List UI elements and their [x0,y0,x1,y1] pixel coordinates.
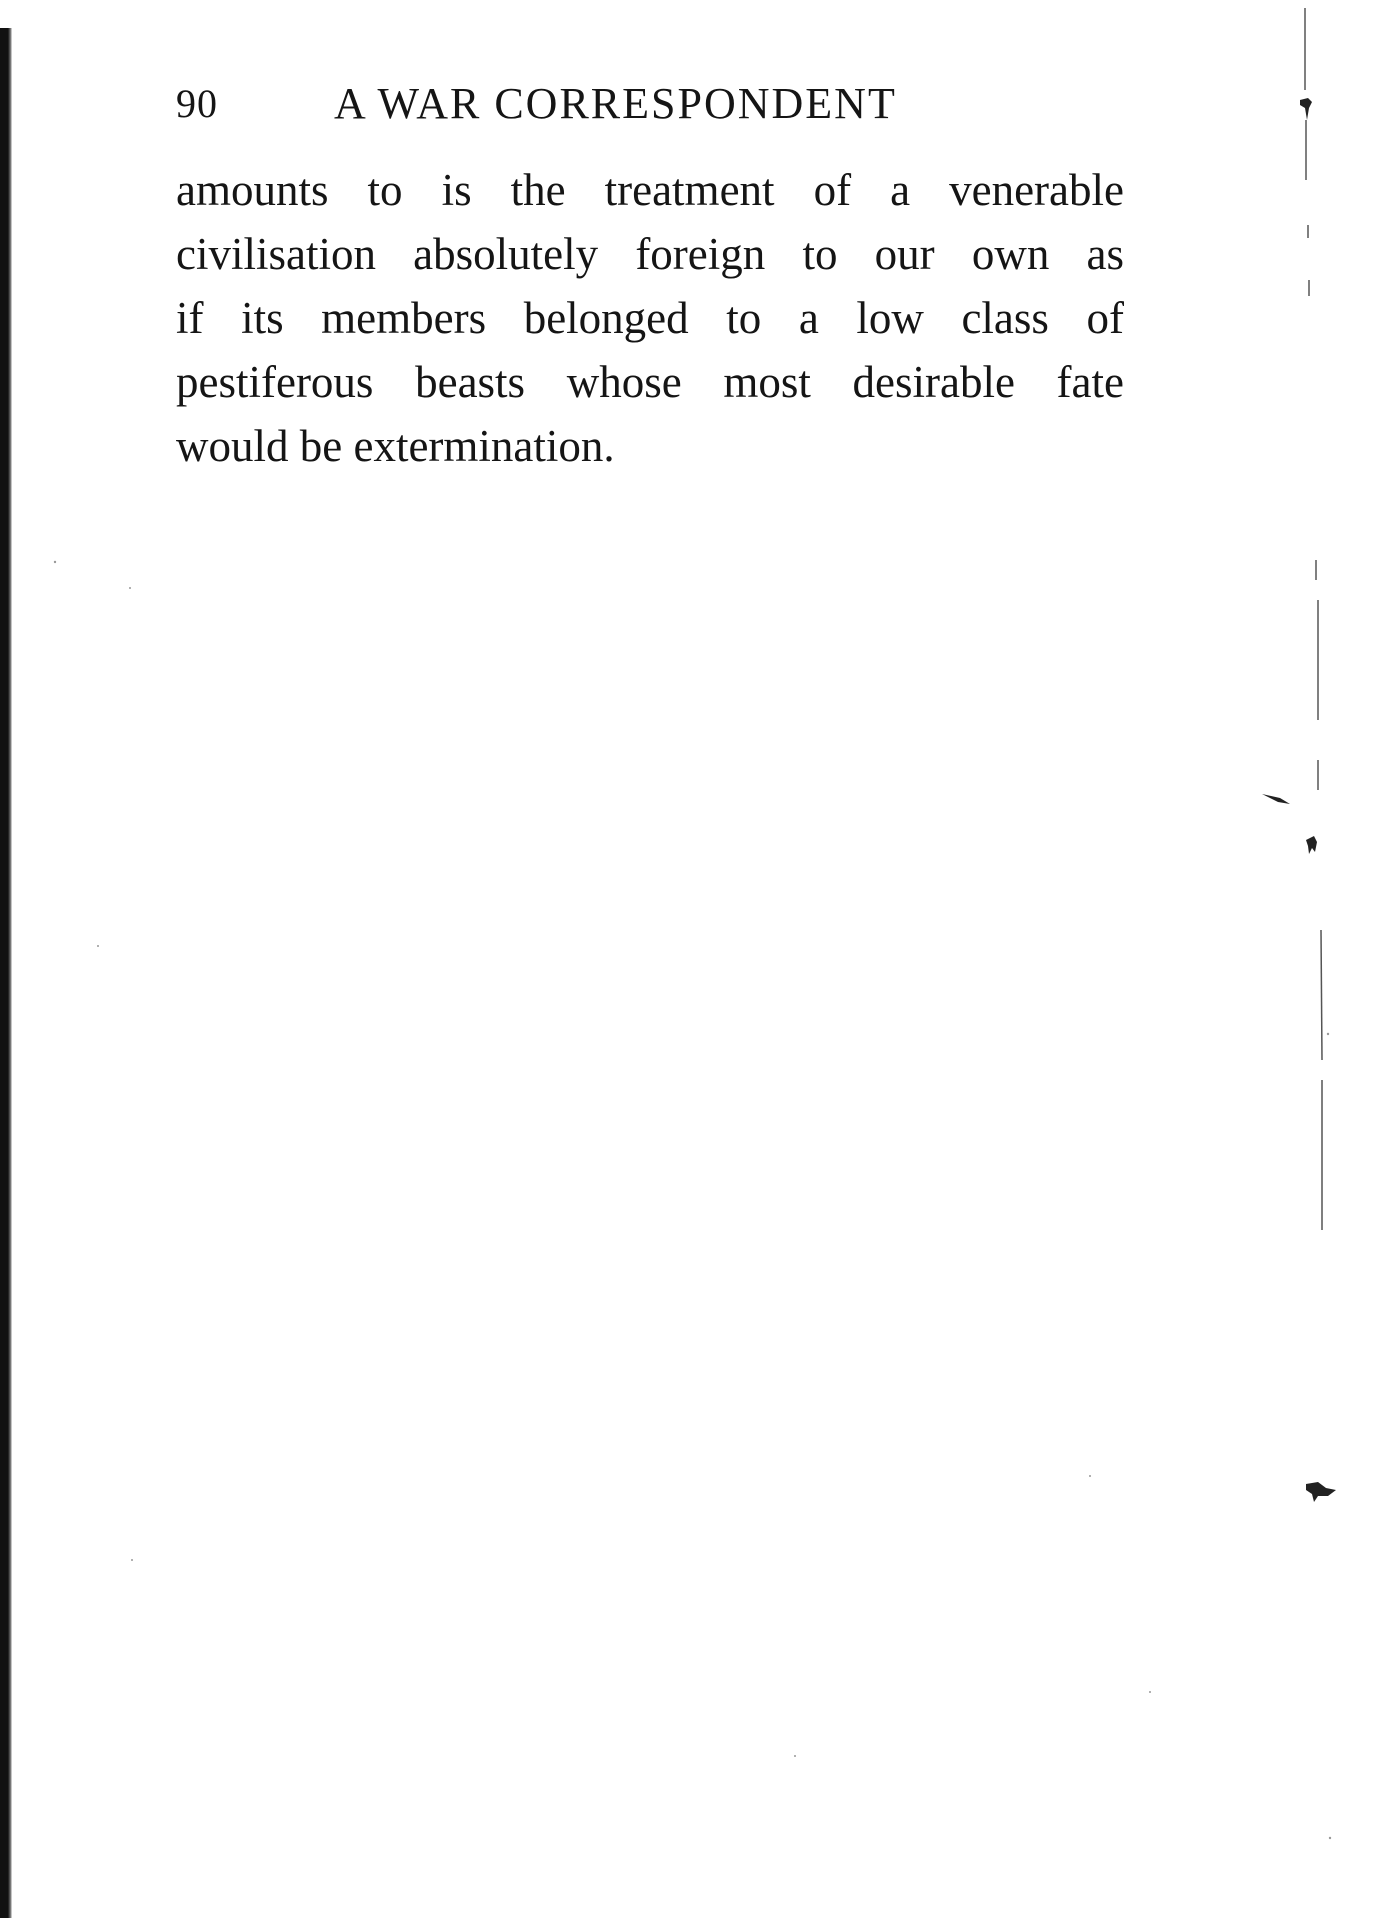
body-paragraph [176,158,1124,478]
running-head-title: A WAR CORRESPONDENT [334,79,897,128]
text-line: civilisation absolutely foreign to our own as [176,229,1124,279]
text-line: if its members belonged to a low class of [176,293,1124,343]
binding-edge [0,28,12,1918]
text-line: would be extermination. [176,421,615,471]
running-head [176,76,1176,132]
text-line: amounts to is the treatment of a venerable [176,165,1124,215]
text-line: pestiferous beasts whose most desirable fate [176,357,1124,407]
page-number: 90 [176,81,218,126]
